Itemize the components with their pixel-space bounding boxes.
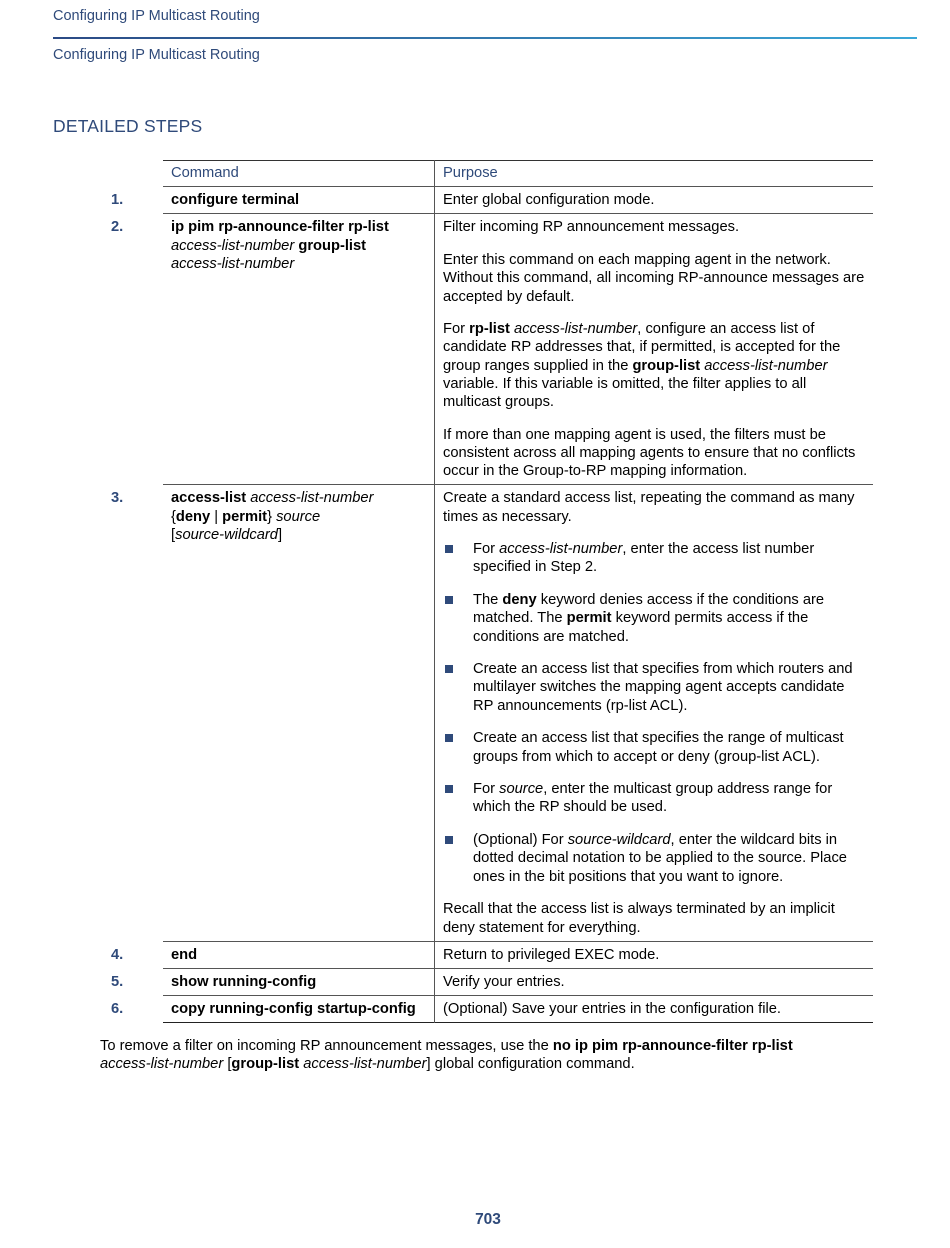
command-text: show running-config	[171, 973, 317, 990]
command-argument: access-list-number	[250, 490, 374, 507]
command-column-header: Command	[163, 161, 435, 187]
command-text: end	[171, 946, 198, 963]
bullet-icon	[445, 665, 453, 673]
list-item: For access-list-number, enter the access list number specified in Step 2.	[443, 540, 865, 576]
command-text: copy running-config startup-config	[171, 1001, 416, 1018]
table-row	[163, 485, 873, 941]
bullet-icon	[445, 596, 453, 604]
purpose-text: Return to privileged EXEC mode.	[443, 946, 660, 963]
purpose-text: (Optional) Save your entries in the configuration file.	[443, 1001, 781, 1018]
purpose-paragraph: Enter this command on each mapping agent in the network. Without this command, all incoming RP-announce messages are accepted by default.	[443, 252, 865, 305]
purpose-paragraph: Filter incoming RP announcement messages.	[443, 219, 740, 236]
step-number: 1.	[111, 192, 124, 209]
detailed-steps-title: DETAILED STEPS	[53, 116, 203, 136]
steps-table	[111, 160, 873, 1023]
running-title: Configuring IP Multicast Routing	[53, 8, 260, 24]
command-cell	[111, 941, 435, 968]
purpose-paragraph: Create a standard access list, repeating the command as many times as necessary.	[443, 490, 855, 525]
command-cell	[111, 214, 435, 485]
list-item: Create an access list that specifies from which routers and multilayer switches the mapping agent accepts candidate RP announcements (rp-list ACL).	[443, 660, 865, 715]
table-row	[163, 996, 873, 1023]
removal-note: To remove a filter on incoming RP announcement messages, use the no ip pim rp-announce-filter rp-list access-list-number [group-list access-list-number] global configuration command.	[100, 1038, 793, 1073]
command-cell: 3. access-list access-list-number {deny | permit} source [source-wildcard]	[163, 485, 435, 941]
purpose-cell	[435, 187, 874, 214]
bullet-list	[443, 540, 865, 886]
bullet-icon	[445, 545, 453, 553]
purpose-paragraph: If more than one mapping agent is used, the filters must be consistent across all mapping agents to ensure that no conflicts occur in the Group-to-RP mapping information.	[443, 426, 856, 480]
purpose-cell	[435, 485, 874, 941]
header-rule	[53, 37, 917, 39]
command-cell	[111, 968, 435, 995]
purpose-cell	[435, 941, 874, 968]
list-item: The deny keyword denies access if the conditions are matched. The permit keyword permits access if the conditions are matched.	[443, 591, 865, 646]
purpose-paragraph: Recall that the access list is always terminated by an implicit deny statement for everything.	[443, 901, 835, 936]
bullet-icon	[445, 785, 453, 793]
purpose-cell	[435, 968, 874, 995]
table-header-row	[163, 161, 873, 187]
command-argument: access-list-number	[171, 237, 295, 254]
purpose-paragraph: For rp-list access-list-number, configure an access list of candidate RP addresses that, if permitted, is accepted for the group ranges supplied in the group-list access-list-number variable. If this variable is omitted, the filter applies to all multicast groups.	[443, 321, 841, 411]
step-number: 2.	[111, 219, 124, 236]
purpose-column-header: Purpose	[435, 161, 874, 187]
purpose-text: Verify your entries.	[443, 973, 565, 990]
command-cell	[111, 187, 435, 214]
list-item: Create an access list that specifies the range of multicast groups from which to accept or deny (group-list ACL).	[443, 729, 865, 765]
purpose-text: Enter global configuration mode.	[443, 192, 655, 209]
table-row	[163, 941, 873, 968]
command-keyword: ip pim rp-announce-filter rp-list	[171, 219, 389, 236]
step-number: 4.	[111, 946, 124, 963]
page-number: 703	[475, 1211, 501, 1228]
command-keyword: access-list	[171, 490, 247, 507]
command-cell	[111, 996, 435, 1023]
section-header: Configuring IP Multicast Routing	[53, 47, 260, 63]
step-number: 5.	[111, 973, 124, 990]
bullet-icon	[445, 836, 453, 844]
command-text: configure terminal	[171, 192, 300, 209]
command-argument: access-list-number	[171, 255, 295, 272]
list-item: (Optional) For source-wildcard, enter the wildcard bits in dotted decimal notation to be applied to the source. Place ones in the bit positions that you want to ignore.	[443, 831, 865, 886]
table-row	[163, 214, 873, 485]
list-item: For source, enter the multicast group address range for which the RP should be used.	[443, 780, 865, 816]
table-row	[163, 968, 873, 995]
step-number: 6.	[111, 1001, 124, 1018]
step-number: 3.	[111, 490, 124, 507]
purpose-cell	[435, 214, 874, 485]
command-keyword: group-list	[298, 237, 367, 254]
table-row	[163, 187, 873, 214]
purpose-cell	[435, 996, 874, 1023]
bullet-icon	[445, 734, 453, 742]
